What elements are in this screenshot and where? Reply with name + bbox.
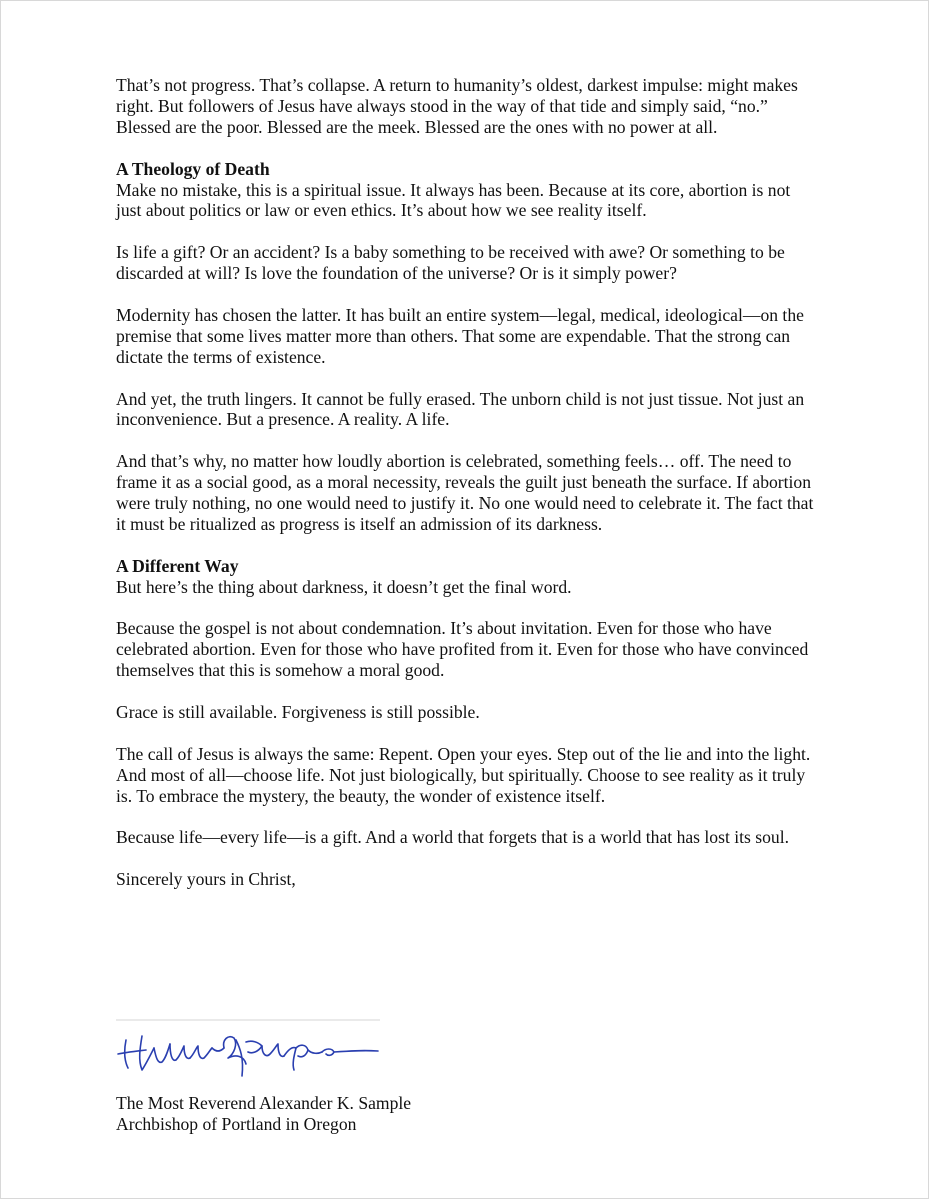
section1-paragraph-5: And that’s why, no matter how loudly abortion is celebrated, something feels… off. The need to frame it as a social good, as a moral necessity, reveals the guilt just beneath the surface. If abortion were truly nothing, no one would need to justify it. No one would need to celebrate it. The fact that it must be ritualized as progress is itself an admission of its darkness. xyxy=(116,451,814,534)
closing-salutation: Sincerely yours in Christ, xyxy=(116,869,296,890)
section2-paragraph-1: But here’s the thing about darkness, it doesn’t get the final word. xyxy=(116,576,572,597)
handwritten-signature xyxy=(112,1018,384,1088)
section2-paragraph-3: Grace is still available. Forgiveness is still possible. xyxy=(116,702,480,723)
section-heading-a-different-way: A Different Way xyxy=(116,555,239,576)
section1-paragraph-2: Is life a gift? Or an accident? Is a baby something to be received with awe? Or something to be discarded at will? Is love the foundation of the universe? Or is it simply power? xyxy=(116,242,785,284)
section2-paragraph-5: Because life—every life—is a gift. And a world that forgets that is a world that has lost its soul. xyxy=(116,827,789,848)
signature-strokes xyxy=(118,1036,378,1076)
section-heading-theology-of-death: A Theology of Death xyxy=(116,158,270,179)
section2-paragraph-4: The call of Jesus is always the same: Repent. Open your eyes. Step out of the lie and into the light. And most of all—choose life. Not just biologically, but spiritually. Choose to see reality as it truly is. To embrace the mystery, the beauty, the wonder of existence itself. xyxy=(116,743,811,806)
signature-block xyxy=(116,1093,411,1135)
intro-paragraph: That’s not progress. That’s collapse. A return to humanity’s oldest, darkest impulse: might makes right. But followers of Jesus have always stood in the way of that tide and simply said, “no.” Blessed are the poor. Blessed are the meek. Blessed are the ones with no power at all. xyxy=(116,75,798,137)
letter-body xyxy=(116,75,816,911)
section1-paragraph-3: Modernity has chosen the latter. It has built an entire system—legal, medical, ideological—on the premise that some lives matter more than others. That some are expendable. That the strong can dictate the terms of existence. xyxy=(116,304,804,367)
signer-name: The Most Reverend Alexander K. Sample xyxy=(116,1093,412,1113)
signer-title: Archbishop of Portland in Oregon xyxy=(116,1113,357,1134)
section1-paragraph-4: And yet, the truth lingers. It cannot be fully erased. The unborn child is not just tissue. Not just an inconvenience. But a presence. A reality. A life. xyxy=(116,388,805,430)
section1-paragraph-1: Make no mistake, this is a spiritual issue. It always has been. Because at its core, abortion is not just about politics or law or even ethics. It’s about how we see reality itself. xyxy=(116,179,791,221)
section2-paragraph-2: Because the gospel is not about condemnation. It’s about invitation. Even for those who have celebrated abortion. Even for those who have profited from it. Even for those who have convinced themselves that this is somehow a moral good. xyxy=(116,618,809,681)
